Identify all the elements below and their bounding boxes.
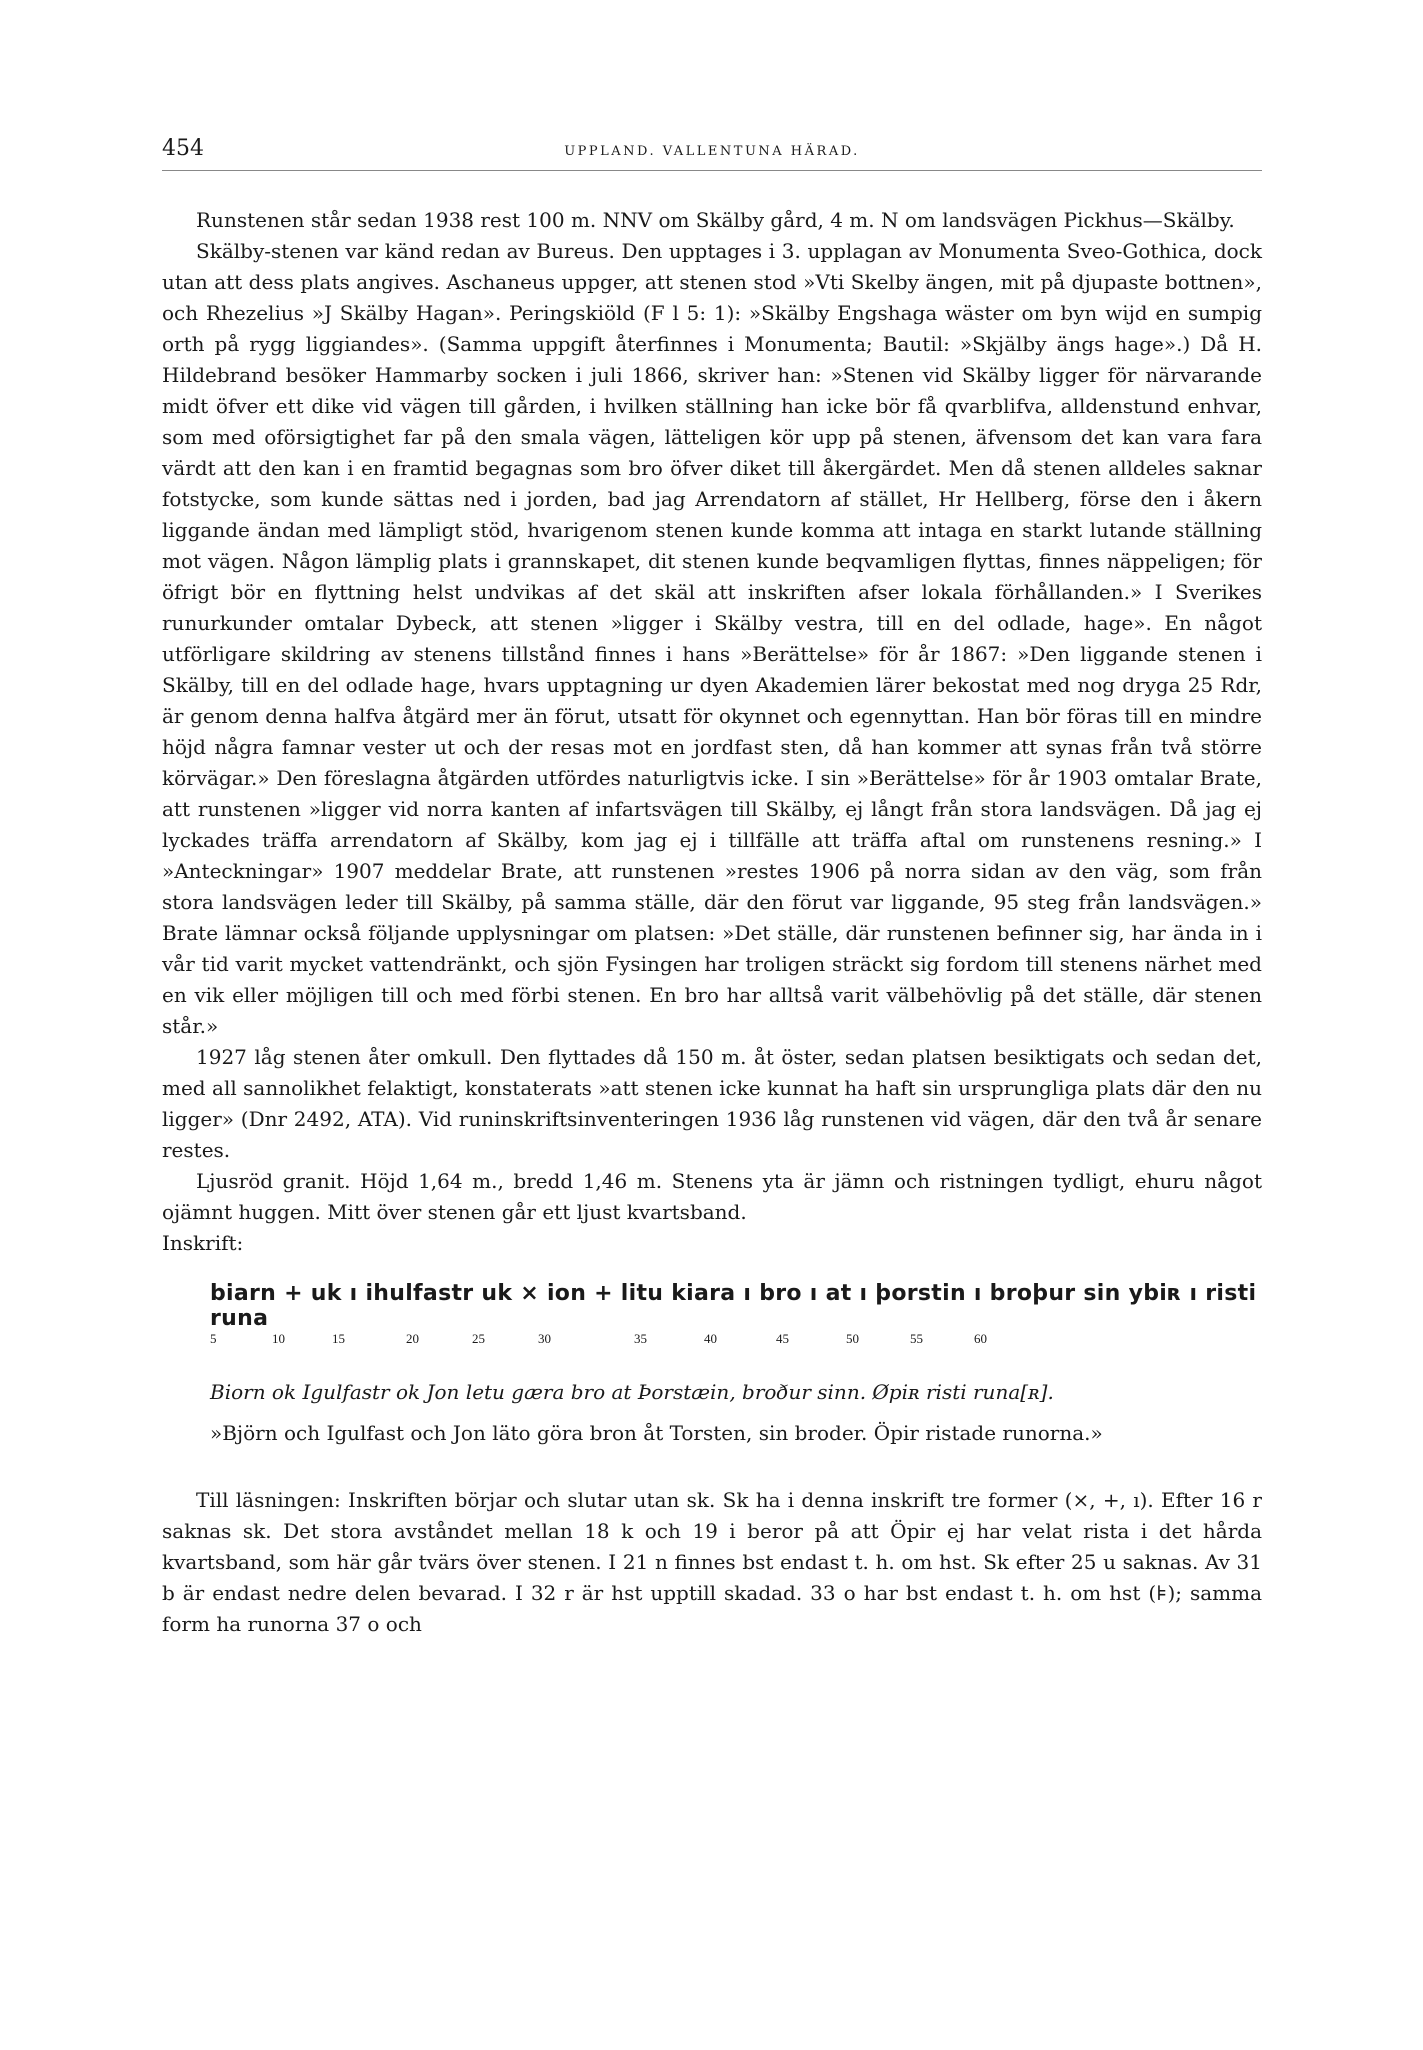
body-text (162, 205, 1262, 1259)
rune-number: 5 (210, 1331, 217, 1346)
running-head (162, 136, 1262, 171)
translation: »Björn och Igulfast och Jon läto göra bron åt Torsten, sin broder. Öpir ristade runorna.» (210, 1421, 1103, 1445)
reading-note: Till läsningen: Inskriften börjar och slutar utan sk. Sk ha i denna inskrift tre former (×, +, ı). Efter 16 r saknas sk. Det stora avståndet mellan 18 k och 19 i beror på att Öpir ej har velat rista i det hårda kvartsband, som här går tvärs över stenen. I 21 n finnes bst endast t. h. om hst. Sk efter 25 u saknas. Av 31 b är endast nedre delen bevarad. I 32 r är hst upptill skadad. 33 o har bst endast t. h. om hst (⊧); samma form ha runorna 37 o och (162, 1488, 1262, 1636)
running-title: UPPLAND. VALLENTUNA HÄRAD. (564, 144, 860, 159)
rune-number: 25 (472, 1331, 485, 1346)
rune-number: 45 (776, 1331, 789, 1346)
rune-number: 15 (332, 1331, 345, 1346)
page (162, 136, 1262, 2016)
reading-note-section (162, 1485, 1262, 1640)
rune-number: 55 (910, 1331, 923, 1346)
rune-number: 35 (634, 1331, 647, 1346)
paragraph-1927: 1927 låg stenen åter omkull. Den flyttades då 150 m. åt öster, sedan platsen besiktigats och sedan det, med all sannolikhet felaktigt, konstaterats »att stenen icke kunnat ha haft sin ursprungliga plats där den nu ligger» (Dnr 2492, ATA). Vid runinskriftsinventeringen 1936 låg runstenen vid vägen, där den två år senare restes. (162, 1045, 1262, 1162)
rune-numbers (210, 1331, 1262, 1353)
runic-transliteration: biarn + uk ı ihulfastr uk × ion + litu kiara ı bro ı at ı þorstin ı broþur sin ybiʀ ı risti runa (210, 1281, 1257, 1331)
paragraph-history: Skälby-stenen var känd redan av Bureus. Den upptages i 3. upplagan av Monumenta Sveo-Gothica, dock utan att dess plats angives. Aschaneus uppger, att stenen stod »Vti Skelby ängen, mit på djupaste bottnen», och Rhezelius »J Skälby Hagan». Peringskiöld (F l 5: 1): »Skälby Engshaga wäster om byn wijd en sumpig orth på rygg liggiandes». (Samma uppgift återfinnes i Monumenta; Bautil: »Skjälby ängs hage».) Då H. Hildebrand besöker Hammarby socken i juli 1866, skriver han: »Stenen vid Skälby ligger för närvarande midt öfver ett dike vid vägen till gården, i hvilken ställning han icke bör få qvarblifva, alldenstund enhvar, som med oförsigtighet far på den smala vägen, lätteligen kör upp på stenen, äfvensom det kan vara fara värdt att den kan i en framtid begagnas som bro öfver diket till åkergärdet. Men då stenen alldeles saknar fotstycke, som kunde sättas ned i jorden, bad jag Arrendatorn af stället, Hr Hellberg, förse den i åkern liggande ändan med lämpligt stöd, hvarigenom stenen kunde komma att intaga en starkt lutande ställning mot vägen. Någon lämplig plats i grannskapet, dit stenen kunde beqvamligen flyttas, finnes näppeligen; för öfrigt bör en flyttning helst undvikas af det skäl att inskriften afser lokala förhållanden.» I Sverikes runurkunder omtalar Dybeck, att stenen »ligger i Skälby vestra, till en del odlade, hage». En något utförligare skildring av stenens tillstånd finnes i hans »Berättelse» för år 1867: »Den liggande stenen i Skälby, till en del odlade hage, hvars upptagning ur dyen Akademien lärer bekostat med nog dryga 25 Rdr, är genom denna halfva åtgärd mer än förut, utsatt för okynnet och egennyttan. Han bör föras till en mindre höjd några famnar vester ut och der resas mot en jordfast sten, då han kommer att synas från två större körvägar.» Den föreslagna åtgärden utfördes naturligtvis icke. I sin »Berättelse» för år 1903 omtalar Brate, att runstenen »ligger vid norra kanten af infartsvägen till Skälby, ej långt från stora landsvägen. Då jag ej lyckades träffa arrendatorn af Skälby, kom jag ej i tillfälle att träffa aftal om runstenens resning.» I »Anteckningar» 1907 meddelar Brate, att runstenen »restes 1906 på norra sidan av den väg, som från stora landsvägen leder till Skälby, på samma ställe, där den förut var liggande, 95 steg från landsvägen.» Brate lämnar också följande upplysningar om platsen: »Det ställe, där runstenen befinner sig, har ända in i vår tid varit mycket vattendränkt, och sjön Fysingen har troligen sträckt sig fordom till stenens närhet med en vik eller möjligen till och med förbi stenen. En bro har alltså varit välbehövlig på det ställe, där stenen står.» (162, 239, 1262, 1038)
inskrift-label: Inskrift: (162, 1231, 244, 1255)
rune-number: 10 (272, 1331, 285, 1346)
rune-number: 40 (704, 1331, 717, 1346)
rune-number: 30 (538, 1331, 551, 1346)
page-number: 454 (162, 136, 204, 161)
rune-number: 50 (846, 1331, 859, 1346)
rune-number: 20 (406, 1331, 419, 1346)
paragraph-location: Runstenen står sedan 1938 rest 100 m. NNV om Skälby gård, 4 m. N om landsvägen Pickhus—Skälby. (196, 208, 1235, 232)
rune-number: 60 (974, 1331, 987, 1346)
normalized-text: Biorn ok Igulfastr ok Jon letu gæra bro at Þorstæin, broður sinn. Øpiʀ risti runa[ʀ]. (210, 1380, 1054, 1404)
paragraph-material: Ljusröd granit. Höjd 1,64 m., bredd 1,46 m. Stenens yta är jämn och ristningen tydligt, ehuru något ojämnt huggen. Mitt över stenen går ett ljust kvartsband. (162, 1169, 1262, 1224)
